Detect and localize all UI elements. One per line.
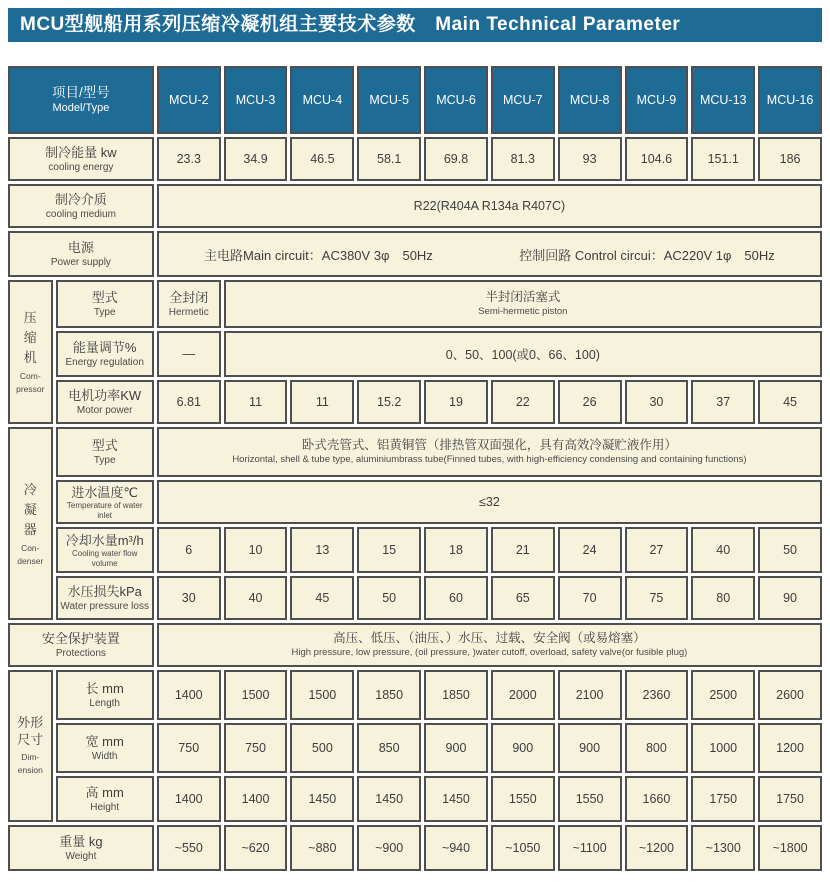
label-en: cooling medium	[45, 208, 116, 220]
value-cell: 24	[558, 527, 622, 573]
value-cell: 104.6	[625, 137, 689, 181]
row-weight	[8, 825, 822, 871]
section-en: Con-denser	[17, 542, 44, 566]
value-en: High pressure, low pressure, (oil pressure, )water cutoff, overload, safety valve(or fusible plug)	[291, 647, 688, 659]
row-cooling-medium	[8, 184, 822, 228]
model-header-cell: MCU-2	[157, 66, 221, 134]
row-height	[8, 776, 822, 822]
value-cell: 1400	[224, 776, 288, 822]
row-label-cooling-water-flow	[56, 527, 154, 573]
value-cell: 1500	[290, 670, 354, 720]
value-cell: 70	[558, 576, 622, 620]
label-en: Energy regulation	[65, 356, 144, 368]
value-cell: 1000	[691, 723, 755, 773]
value-cell: 1550	[558, 776, 622, 822]
label-en: Temperature of water inlet	[66, 501, 143, 520]
model-header-cell: MCU-7	[491, 66, 555, 134]
value-cell: ~880	[290, 825, 354, 871]
value-en: Semi-hermetic piston	[478, 306, 568, 318]
label-en: Length	[89, 697, 120, 709]
label-en: Power supply	[50, 256, 111, 268]
model-header-cell: MCU-8	[558, 66, 622, 134]
label-cn: 能量调节%	[72, 339, 137, 355]
cooling-medium-value: R22(R404A R134a R407C)	[157, 184, 822, 228]
value-cell: 40	[224, 576, 288, 620]
value-en: Horizontal, shell & tube type, aluminiumbrass tube(Finned tubes, with high-efficiency condensing and containing functions)	[232, 454, 747, 466]
value-cell: 900	[424, 723, 488, 773]
value-cell: 1850	[424, 670, 488, 720]
row-condenser-type	[8, 427, 822, 477]
label-en: Width	[91, 750, 118, 762]
row-water-pressure-loss	[8, 576, 822, 620]
model-header-cell: MCU-4	[290, 66, 354, 134]
row-label-width	[56, 723, 154, 773]
label-en: Cooling water flow volume	[72, 549, 138, 568]
label-cn: 冷却水量m³/h	[65, 532, 144, 548]
value-cell: 80	[691, 576, 755, 620]
value-cell: 850	[357, 723, 421, 773]
value-cell: 1400	[157, 776, 221, 822]
label-cn: 电机功率KW	[68, 387, 142, 403]
value-cell: 10	[224, 527, 288, 573]
value-cell: 18	[424, 527, 488, 573]
section-en: Dim-ension	[17, 752, 43, 775]
value-cell: 46.5	[290, 137, 354, 181]
value-cell: 58.1	[357, 137, 421, 181]
value-cell: ~1050	[491, 825, 555, 871]
section-label-condenser	[8, 427, 53, 620]
value-cell: 19	[424, 380, 488, 424]
value-cell: 23.3	[157, 137, 221, 181]
section-cn: 压缩机	[23, 310, 37, 366]
value-cell: 2360	[625, 670, 689, 720]
value-cell: 65	[491, 576, 555, 620]
value-cell: 26	[558, 380, 622, 424]
row-water-inlet-temp	[8, 480, 822, 524]
label-en: Weight	[65, 850, 97, 862]
power-supply-value	[157, 231, 822, 277]
row-label-water-inlet-temp	[56, 480, 154, 524]
power-control-circuit: 控制回路 Control circui：AC220V 1φ 50Hz	[519, 247, 775, 263]
energy-regulation-rest: 0、50、100(或0、66、100)	[224, 331, 822, 377]
label-cn: 长 mm	[85, 680, 124, 696]
section-label-compressor	[8, 280, 53, 424]
row-compressor-type	[8, 280, 822, 328]
value-cell: 11	[224, 380, 288, 424]
page-title: MCU型舰船用系列压缩冷凝机组主要技术参数 Main Technical Parameter	[8, 8, 822, 42]
water-inlet-temp-value: ≤32	[157, 480, 822, 524]
value-cell: 50	[357, 576, 421, 620]
row-protections	[8, 623, 822, 667]
value-cell: 11	[290, 380, 354, 424]
header-row	[8, 66, 822, 134]
value-cell: 1500	[224, 670, 288, 720]
value-cell: 1850	[357, 670, 421, 720]
label-cn: 宽 mm	[85, 733, 124, 749]
row-label-power-supply	[8, 231, 154, 277]
value-cell: ~1100	[558, 825, 622, 871]
label-cn: 制冷能量 kw	[45, 144, 117, 160]
value-cell: 800	[625, 723, 689, 773]
value-cell: 2600	[758, 670, 822, 720]
value-cell: 1450	[357, 776, 421, 822]
value-cell: ~940	[424, 825, 488, 871]
value-en: Hermetic	[168, 306, 209, 318]
value-cell: 50	[758, 527, 822, 573]
label-cn: 制冷介质	[54, 191, 107, 207]
row-label-condenser-type	[56, 427, 154, 477]
value-cell: ~620	[224, 825, 288, 871]
row-length	[8, 670, 822, 720]
power-main-circuit: 主电路Main circuit：AC380V 3φ 50Hz	[204, 247, 433, 263]
value-cell: 37	[691, 380, 755, 424]
value-cell: 1750	[758, 776, 822, 822]
label-cn: 型式	[91, 289, 118, 305]
value-cell: 750	[224, 723, 288, 773]
row-label-motor-power	[56, 380, 154, 424]
value-cell: ~900	[357, 825, 421, 871]
value-cell: 15	[357, 527, 421, 573]
row-label-compressor-type	[56, 280, 154, 328]
row-cooling-energy	[8, 137, 822, 181]
section-cn: 冷凝器	[23, 481, 37, 537]
value-cell: 2000	[491, 670, 555, 720]
value-cell: 2100	[558, 670, 622, 720]
label-en: Type	[93, 454, 116, 466]
label-cn: 安全保护装置	[41, 630, 120, 646]
value-cell: 60	[424, 576, 488, 620]
label-cn: 型式	[91, 437, 118, 453]
row-label-height	[56, 776, 154, 822]
value-cn: 卧式壳管式、铝黄铜管（排热管双面强化，具有高效冷凝贮液作用）	[301, 438, 677, 453]
value-cell: 1450	[290, 776, 354, 822]
value-cell: 13	[290, 527, 354, 573]
label-cn: 高 mm	[85, 784, 124, 800]
value-cell: 2500	[691, 670, 755, 720]
label-en: Water pressure loss	[60, 600, 149, 612]
value-cell: 30	[625, 380, 689, 424]
row-width	[8, 723, 822, 773]
label-cn: 水压损失kPa	[67, 583, 142, 599]
value-cell: ~1800	[758, 825, 822, 871]
value-cell: 1450	[424, 776, 488, 822]
model-header-cell: MCU-6	[424, 66, 488, 134]
value-cell: 6.81	[157, 380, 221, 424]
row-label-weight	[8, 825, 154, 871]
compressor-type-rest	[224, 280, 822, 328]
value-cell: 30	[157, 576, 221, 620]
section-label-dimension	[8, 670, 53, 822]
value-cell: 21	[491, 527, 555, 573]
label-en: Height	[90, 801, 120, 813]
value-cell: 151.1	[691, 137, 755, 181]
label-en: Motor power	[76, 404, 133, 416]
label-en: Protections	[55, 647, 106, 659]
row-label-energy-regulation	[56, 331, 154, 377]
model-header-cell: MCU-13	[691, 66, 755, 134]
row-energy-regulation	[8, 331, 822, 377]
row-label-length	[56, 670, 154, 720]
model-header-cell: MCU-16	[758, 66, 822, 134]
value-cell: 1400	[157, 670, 221, 720]
section-cn: 外形尺寸	[17, 715, 44, 748]
value-cell: 81.3	[491, 137, 555, 181]
row-motor-power	[8, 380, 822, 424]
row-power-supply	[8, 231, 822, 277]
spec-table	[5, 63, 825, 874]
condenser-type-value	[157, 427, 822, 477]
label-cn: 重量 kg	[59, 833, 103, 849]
row-label-cooling-energy	[8, 137, 154, 181]
value-cn: 高压、低压、（油压、）水压、过载、安全阀（或易熔塞）	[333, 631, 646, 646]
model-type-header	[8, 66, 154, 134]
value-cell: 500	[290, 723, 354, 773]
value-cell: 45	[290, 576, 354, 620]
label-cn: 电源	[67, 239, 94, 255]
label-cn: 进水温度℃	[71, 484, 138, 500]
label-en: cooling energy	[48, 161, 114, 173]
protections-value	[157, 623, 822, 667]
compressor-type-first	[157, 280, 221, 328]
value-cell: 1200	[758, 723, 822, 773]
value-cell: ~1200	[625, 825, 689, 871]
value-cn: 半封闭活塞式	[485, 290, 561, 305]
model-type-header-cn: 项目/型号	[52, 85, 110, 101]
value-cell: 40	[691, 527, 755, 573]
row-label-water-pressure-loss	[56, 576, 154, 620]
model-header-cell: MCU-3	[224, 66, 288, 134]
label-en: Type	[93, 306, 116, 318]
value-cell: 900	[558, 723, 622, 773]
value-cell: 1750	[691, 776, 755, 822]
value-cell: 6	[157, 527, 221, 573]
value-cn: 全封闭	[169, 289, 209, 305]
value-cell: ~1300	[691, 825, 755, 871]
value-cell: 15.2	[357, 380, 421, 424]
page	[0, 8, 830, 874]
value-cell: 186	[758, 137, 822, 181]
value-cell: 1660	[625, 776, 689, 822]
value-cell: 93	[558, 137, 622, 181]
value-cell: 750	[157, 723, 221, 773]
model-header-cell: MCU-9	[625, 66, 689, 134]
value-cell: 34.9	[224, 137, 288, 181]
value-cell: 22	[491, 380, 555, 424]
value-cell: ~550	[157, 825, 221, 871]
value-cell: 90	[758, 576, 822, 620]
value-cell: 69.8	[424, 137, 488, 181]
value-cell: 900	[491, 723, 555, 773]
section-en: Com-pressor	[16, 371, 45, 395]
value-cell: 27	[625, 527, 689, 573]
row-label-protections	[8, 623, 154, 667]
value-cell: 1550	[491, 776, 555, 822]
energy-regulation-first: —	[157, 331, 221, 377]
model-type-header-en: Model/Type	[52, 102, 110, 115]
value-cell: 45	[758, 380, 822, 424]
value-cell: 75	[625, 576, 689, 620]
model-header-cell: MCU-5	[357, 66, 421, 134]
row-label-cooling-medium	[8, 184, 154, 228]
row-cooling-water-flow	[8, 527, 822, 573]
